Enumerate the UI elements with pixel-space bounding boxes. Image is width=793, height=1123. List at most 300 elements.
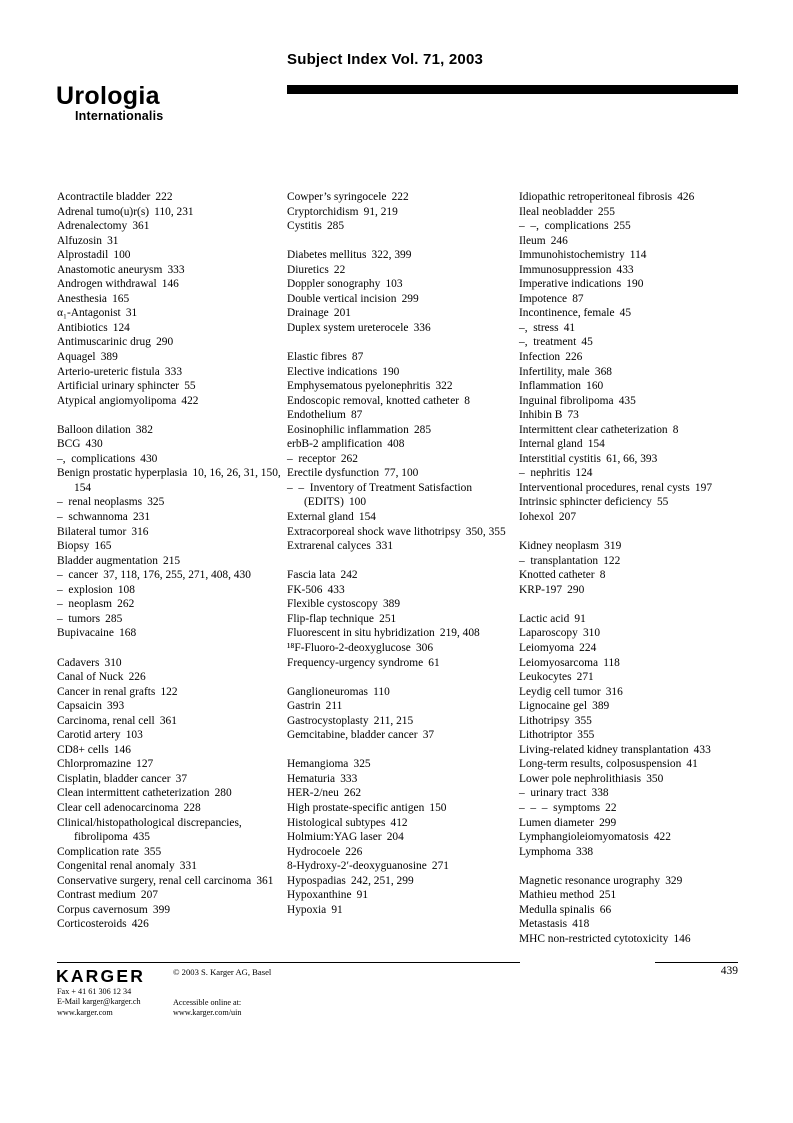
index-page-numbers: 211, 215 [373, 714, 414, 727]
index-term: Elastic fibres [287, 351, 347, 364]
footer-line: Fax + 41 61 306 12 34 [57, 987, 132, 996]
index-entry [57, 379, 282, 394]
index-page-numbers: 146 [113, 743, 131, 756]
index-page-numbers: 393 [107, 700, 125, 713]
index-page-numbers: 124 [575, 467, 593, 480]
index-term: Lymphangioleiomyomatosis [519, 831, 649, 844]
index-page-numbers: 251 [599, 889, 617, 902]
index-page-numbers: 418 [572, 918, 590, 931]
index-entry [57, 219, 282, 234]
index-term: Benign prostatic hyperplasia [57, 467, 188, 480]
index-entry [287, 408, 522, 423]
index-term: – schwannoma [57, 511, 128, 524]
index-page-numbers: 61, 66, 393 [606, 452, 658, 465]
index-page-numbers: 204 [386, 831, 404, 844]
index-entry [287, 379, 522, 394]
index-term: – – Inventory of Treatment Satisfaction (EDITS) [287, 481, 475, 509]
index-page-numbers: 41 [686, 758, 698, 771]
index-page-numbers: 246 [550, 234, 568, 247]
index-page-numbers: 190 [626, 278, 644, 291]
index-term: Lithotripsy [519, 714, 570, 727]
index-term: Balloon dilation [57, 423, 131, 436]
index-page-numbers: 226 [565, 351, 583, 364]
index-term: – renal neoplasms [57, 496, 143, 509]
index-term: Mathieu method [519, 889, 594, 902]
footer-line: www.karger.com [57, 1007, 113, 1017]
index-term: – transplantation [519, 554, 599, 567]
index-entry [519, 321, 750, 336]
index-page-numbers: 382 [135, 423, 153, 436]
index-group [57, 423, 282, 641]
index-page-numbers: 331 [179, 860, 197, 873]
index-term: Drainage [287, 307, 329, 320]
index-group [287, 757, 522, 917]
index-page-numbers: 91 [574, 612, 586, 625]
index-term: Clean intermittent catheterization [57, 787, 210, 800]
index-entry [287, 728, 522, 743]
index-page-numbers: 306 [415, 641, 434, 654]
index-entry [287, 277, 522, 292]
index-page-numbers: 412 [390, 816, 408, 829]
index-entry [519, 816, 750, 831]
index-page-numbers: 37, 118, 176, 255, 271, 408, 430 [103, 569, 251, 582]
index-entry [519, 583, 750, 598]
index-page-numbers: 146 [673, 932, 691, 945]
index-page-numbers: 389 [592, 700, 610, 713]
index-page-numbers: 285 [326, 220, 345, 233]
index-page-numbers: 325 [147, 496, 165, 509]
index-term: – receptor [287, 452, 336, 465]
index-entry [57, 495, 282, 510]
index-term: – cancer [57, 569, 99, 582]
index-entry [57, 510, 282, 525]
index-term: Fluorescent in situ hybridization [287, 627, 435, 640]
index-page-numbers: 77, 100 [384, 467, 419, 480]
index-term: Bupivacaine [57, 627, 114, 640]
index-page-numbers: 422 [653, 831, 671, 844]
index-term: Antimuscarinic drug [57, 336, 151, 349]
index-page-numbers: 168 [119, 627, 137, 640]
index-page-numbers: 122 [160, 685, 178, 698]
index-entry [287, 597, 522, 612]
index-term: Lymphoma [519, 845, 571, 858]
index-entry [287, 481, 522, 510]
index-term: Leiomyoma [519, 641, 575, 654]
index-page-numbers: 127 [136, 758, 154, 771]
index-page-numbers: 61 [428, 656, 440, 669]
index-entry [287, 612, 522, 627]
index-page-numbers: 197 [694, 481, 713, 494]
index-page-numbers: 426 [131, 918, 149, 931]
index-page-numbers: 219, 408 [439, 627, 480, 640]
index-term: Corpus cavernosum [57, 903, 148, 916]
index-entry [57, 248, 282, 263]
index-entry [287, 394, 522, 409]
index-page-numbers: 336 [413, 321, 431, 334]
index-page-numbers: 91 [356, 889, 369, 902]
index-page-numbers: 322 [435, 380, 453, 393]
index-term: 8-Hydroxy-2′-deoxyguanosine [287, 860, 427, 873]
index-page-numbers: 73 [567, 409, 579, 422]
index-entry [57, 554, 282, 569]
index-entry [287, 248, 522, 263]
index-entry [57, 816, 282, 845]
index-term: MHC non-restricted cytotoxicity [519, 932, 669, 945]
index-term: Lumen diameter [519, 816, 594, 829]
index-page-numbers: 110, 231 [154, 205, 194, 218]
index-entry [57, 205, 282, 220]
index-term: Diuretics [287, 263, 329, 276]
index-term: Cisplatin, bladder cancer [57, 772, 171, 785]
index-page-numbers: 430 [85, 438, 103, 451]
index-group [287, 685, 522, 743]
index-entry [519, 423, 750, 438]
index-term: Double vertical incision [287, 292, 397, 305]
index-entry [287, 263, 522, 278]
index-term: Cowper’s syringocele [287, 191, 387, 203]
index-term: Doppler sonography [287, 278, 381, 291]
index-entry [519, 394, 750, 409]
index-page-numbers: 408 [387, 438, 405, 451]
index-term: Intermittent clear catheterization [519, 423, 668, 436]
index-group [519, 539, 750, 597]
index-term: HER-2/neu [287, 787, 339, 800]
index-page-numbers: 355 [574, 714, 592, 727]
index-page-numbers: 154 [587, 438, 605, 451]
index-page-numbers: 271 [431, 860, 449, 873]
index-entry [519, 335, 750, 350]
index-entry [57, 903, 282, 918]
index-term: Canal of Nuck [57, 671, 124, 684]
index-term: Laparoscopy [519, 627, 578, 640]
index-page-numbers: 290 [567, 583, 585, 596]
index-page-numbers: 55 [656, 496, 669, 509]
index-term: Inflammation [519, 380, 581, 393]
index-page-numbers: 290 [156, 336, 174, 349]
index-term: Frequency-urgency syndrome [287, 656, 424, 669]
index-term: ¹⁸F-Fluoro-2-deoxyglucose [287, 641, 411, 654]
index-entry [519, 452, 750, 467]
index-page-numbers: 165 [112, 292, 130, 305]
index-entry [519, 277, 750, 292]
index-group [519, 874, 750, 947]
index-term: Corticosteroids [57, 918, 127, 931]
index-term: Extrarenal calyces [287, 540, 371, 553]
index-term: Congenital renal anomaly [57, 860, 175, 873]
index-entry [519, 292, 750, 307]
index-entry [287, 219, 522, 234]
index-term: Hydrocoele [287, 845, 341, 858]
index-term: Kidney neoplasm [519, 540, 600, 553]
index-page-numbers: 226 [345, 845, 363, 858]
index-page-numbers: 118 [603, 656, 620, 669]
index-term: Adrenalectomy [57, 220, 128, 233]
index-page-numbers: 55 [184, 380, 196, 393]
index-page-numbers: 310 [582, 627, 601, 640]
index-page-numbers: 215 [163, 554, 181, 567]
index-term: Ileum [519, 234, 546, 247]
index-term: – explosion [57, 583, 113, 596]
index-entry [519, 903, 750, 918]
footer-line: www.karger.com/uin [173, 1007, 242, 1017]
index-entry [519, 510, 750, 525]
index-page-numbers: 87 [350, 409, 363, 422]
index-term: Internal gland [519, 438, 583, 451]
index-page-numbers: 399 [152, 903, 171, 916]
index-entry [57, 277, 282, 292]
index-entry [287, 190, 522, 205]
index-entry [287, 205, 522, 220]
index-term: erbB-2 amplification [287, 438, 383, 451]
index-term: –, stress [519, 321, 559, 334]
index-term: Cryptorchidism [287, 205, 359, 218]
index-term: Gemcitabine, bladder cancer [287, 729, 418, 742]
index-page-numbers: 201 [333, 307, 351, 320]
index-page-numbers: 433 [693, 743, 711, 756]
index-page-numbers: 10, 16, 26, 31, 150, 154 [74, 467, 281, 494]
index-term: Magnetic resonance urography [519, 874, 661, 887]
index-term: Impotence [519, 292, 568, 305]
index-entry [57, 859, 282, 874]
index-term: FK-506 [287, 583, 323, 596]
index-page-numbers: 8 [464, 394, 470, 407]
index-page-numbers: 165 [94, 540, 112, 553]
index-term: Inhibin B [519, 409, 563, 422]
index-entry [287, 859, 522, 874]
index-term: α₁-Antagonist [57, 307, 121, 320]
index-term: Holmium:YAG laser [287, 831, 382, 844]
index-page-numbers: 91 [331, 903, 343, 916]
index-term: Gastrocystoplasty [287, 714, 369, 727]
index-entry [287, 583, 522, 598]
index-term: Clinical/histopathological discrepancies, fibrolipoma [57, 816, 245, 844]
index-term: Inguinal fibrolipoma [519, 394, 614, 407]
index-term: Gastrin [287, 700, 321, 713]
index-term: – – – symptoms [519, 801, 601, 814]
index-page-numbers: 271 [576, 671, 594, 684]
index-entry [287, 888, 522, 903]
index-term: High prostate-specific antigen [287, 801, 425, 814]
index-page-numbers: 255 [613, 220, 631, 233]
index-entry [519, 495, 750, 510]
index-term: Hemangioma [287, 758, 349, 771]
index-entry [57, 539, 282, 554]
index-entry [519, 757, 750, 772]
index-term: Carcinoma, renal cell [57, 714, 155, 727]
index-term: Hypoxia [287, 903, 327, 916]
index-term: Leydig cell tumor [519, 685, 601, 698]
index-entry [57, 845, 282, 860]
index-page-numbers: 426 [677, 191, 695, 203]
index-entry [519, 932, 750, 947]
footer-line: E-Mail karger@karger.ch [57, 997, 141, 1007]
index-term: Alfuzosin [57, 234, 102, 247]
index-entry [57, 612, 282, 627]
index-entry [519, 626, 750, 641]
footer-rule-right [655, 962, 738, 963]
index-term: Lactic acid [519, 612, 570, 625]
index-term: Incontinence, female [519, 307, 615, 320]
index-page-numbers: 331 [375, 540, 394, 553]
index-term: Anesthesia [57, 292, 107, 305]
index-page-numbers: 91, 219 [363, 205, 398, 218]
index-term: Ileal neobladder [519, 205, 593, 218]
index-entry [519, 612, 750, 627]
index-page-numbers: 285 [413, 423, 432, 436]
index-term: External gland [287, 511, 354, 524]
index-page-numbers: 325 [353, 758, 371, 771]
footer-rule-left [57, 962, 520, 963]
index-page-numbers: 433 [327, 583, 345, 596]
index-page-numbers: 103 [385, 278, 403, 291]
index-page-numbers: 207 [140, 889, 158, 902]
index-term: Conservative surgery, renal cell carcinoma [57, 874, 252, 887]
index-entry [519, 641, 750, 656]
index-term: Arterio-ureteric fistula [57, 365, 160, 378]
index-entry [57, 263, 282, 278]
index-page-numbers: 66 [599, 903, 612, 916]
index-entry [287, 292, 522, 307]
index-term: Acontractile bladder [57, 191, 151, 203]
index-entry [57, 626, 282, 641]
index-page-numbers: 319 [604, 540, 622, 553]
index-entry [57, 423, 282, 438]
index-entry [57, 597, 282, 612]
index-term: Histological subtypes [287, 816, 386, 829]
index-page-numbers: 228 [183, 801, 201, 814]
index-term: Artificial urinary sphincter [57, 380, 180, 393]
index-page-numbers: 8 [672, 423, 679, 436]
index-entry [57, 743, 282, 758]
index-term: Endoscopic removal, knotted catheter [287, 394, 460, 407]
index-page-numbers: 435 [618, 394, 636, 407]
index-entry [519, 874, 750, 889]
index-page-numbers: 338 [591, 787, 609, 800]
index-entry [57, 888, 282, 903]
index-page-numbers: 242 [340, 569, 358, 582]
index-term: Metastasis [519, 918, 568, 931]
index-page-numbers: 350 [646, 772, 664, 785]
index-entry [287, 772, 522, 787]
index-entry [519, 554, 750, 569]
index-page-numbers: 285 [105, 612, 123, 625]
index-column-2 [287, 190, 522, 932]
index-term: – –, complications [519, 220, 609, 233]
index-page-numbers: 226 [128, 671, 146, 684]
index-page-numbers: 231 [132, 511, 151, 524]
index-entry [57, 190, 282, 205]
index-entry [287, 437, 522, 452]
index-entry [57, 437, 282, 452]
index-entry [57, 583, 282, 598]
index-page-numbers: 262 [117, 598, 135, 611]
index-entry [519, 379, 750, 394]
index-term: Extracorporeal shock wave lithotripsy [287, 525, 461, 538]
index-term: Eosinophilic inflammation [287, 423, 409, 436]
index-term: KRP-197 [519, 583, 563, 596]
index-term: Idiopathic retroperitoneal fibrosis [519, 191, 673, 203]
index-page-numbers: 122 [603, 554, 621, 567]
index-entry [519, 845, 750, 860]
index-page-numbers: 329 [665, 874, 683, 887]
index-term: Contrast medium [57, 889, 136, 902]
index-term: Capsaicin [57, 700, 102, 713]
index-term: Interventional procedures, renal cysts [519, 481, 690, 494]
index-entry [287, 801, 522, 816]
index-page-numbers: 87 [572, 292, 584, 305]
index-term: Cancer in renal grafts [57, 685, 156, 698]
index-term: Flexible cystoscopy [287, 598, 378, 611]
index-entry [519, 466, 750, 481]
copyright-notice: © 2003 S. Karger AG, Basel [173, 967, 272, 977]
index-entry [57, 365, 282, 380]
index-entry [519, 263, 750, 278]
index-page-numbers: 146 [161, 278, 179, 291]
index-term: Diabetes mellitus [287, 249, 367, 262]
index-term: Infertility, male [519, 365, 590, 378]
index-page-numbers: 124 [112, 321, 130, 334]
index-term: Atypical angiomyolipoma [57, 394, 177, 407]
journal-logo-line2: Internationalis [75, 109, 164, 123]
index-page-numbers: 255 [597, 205, 615, 218]
index-page-numbers: 299 [599, 816, 617, 829]
index-page-numbers: 222 [391, 191, 409, 203]
index-entry [519, 786, 750, 801]
page-title: Subject Index Vol. 71, 2003 [287, 51, 484, 68]
index-term: Clear cell adenocarcinoma [57, 801, 179, 814]
index-entry [287, 510, 522, 525]
index-entry [287, 757, 522, 772]
index-entry [519, 219, 750, 234]
index-page-numbers: 355 [577, 729, 595, 742]
index-term: Long-term results, colposuspension [519, 758, 682, 771]
index-page-numbers: 322, 399 [371, 249, 412, 262]
index-term: Erectile dysfunction [287, 467, 380, 480]
index-term: Elective indications [287, 365, 378, 378]
index-entry [287, 845, 522, 860]
index-entry [287, 350, 522, 365]
index-entry [519, 248, 750, 263]
index-term: Chlorpromazine [57, 758, 132, 771]
index-term: Bladder augmentation [57, 554, 158, 567]
index-page-numbers: 350, 355 [465, 525, 506, 538]
index-page-numbers: 280 [214, 787, 232, 800]
index-term: Complication rate [57, 845, 139, 858]
index-term: Interstitial cystitis [519, 452, 601, 465]
journal-logo [56, 84, 163, 123]
index-entry [287, 306, 522, 321]
index-page-numbers: 430 [140, 452, 158, 465]
index-entry [287, 365, 522, 380]
index-term: Fascia lata [287, 569, 336, 582]
index-entry [519, 743, 750, 758]
index-page-numbers: 389 [100, 351, 118, 364]
index-term: – urinary tract [519, 787, 587, 800]
index-term: Aquagel [57, 351, 96, 364]
index-entry [519, 772, 750, 787]
index-group [57, 190, 282, 408]
index-entry [519, 670, 750, 685]
index-entry [519, 350, 750, 365]
index-entry [519, 568, 750, 583]
index-entry [57, 917, 282, 932]
index-term: Medulla spinalis [519, 903, 595, 916]
index-entry [519, 437, 750, 452]
index-page-numbers: 355 [144, 845, 162, 858]
index-page-numbers: 87 [351, 351, 364, 364]
index-term: Leiomyosarcoma [519, 656, 599, 669]
index-term: Bilateral tumor [57, 525, 127, 538]
